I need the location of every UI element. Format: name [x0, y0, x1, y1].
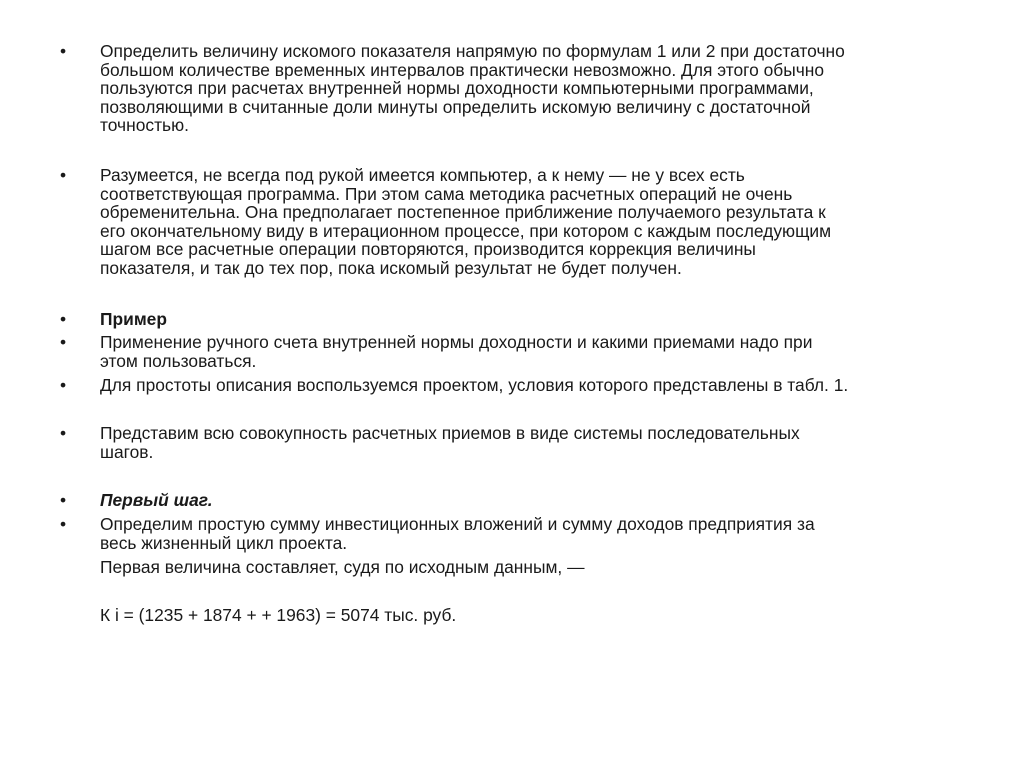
text-line: точностью.: [100, 115, 189, 136]
paragraph-text: Для простоты описания воспользуемся проектом, условия которого представлены в табл. 1.: [100, 375, 849, 395]
bullet: •: [60, 423, 67, 443]
bullet: •: [60, 490, 67, 510]
step-heading: Первый шаг.: [100, 490, 213, 510]
text-line: Применение ручного счета внутренней нормы доходности и какими приемами надо при: [100, 332, 813, 352]
text-line: показателя, и так до тех пор, пока искомый результат не будет получен.: [100, 257, 682, 278]
paragraph-text: Первая величина составляет, судя по исходным данным, —: [100, 557, 585, 577]
text-line: пользуются при расчетах внутренней нормы доходности компьютерными программами,: [100, 78, 814, 99]
text-line: этом пользоваться.: [100, 350, 257, 371]
text-line: Представим всю совокупность расчетных приемов в виде системы последовательных: [100, 423, 800, 443]
text-line: Определим простую сумму инвестиционных вложений и сумму доходов предприятия за: [100, 514, 815, 534]
text-line: Разумеется, не всегда под рукой имеется компьютер, а к нему — не у всех есть: [100, 165, 745, 185]
paragraph-text: [100, 515, 980, 552]
text-line: его окончательному виду в итерационном процессе, при котором с каждым последующим: [100, 220, 832, 241]
text-line: обременительна. Она предполагает постепенное приближение получаемого результата к: [100, 202, 826, 223]
text-line: соответствующая программа. При этом сама методика расчетных операций не очень: [100, 183, 793, 204]
paragraph-text: [100, 333, 980, 370]
bullet: •: [60, 309, 67, 329]
bullet: •: [60, 165, 67, 185]
bullet: •: [60, 41, 67, 61]
text-line: позволяющими в считанные доли минуты определить искомую величину с достаточной: [100, 96, 811, 117]
bullet: •: [60, 514, 67, 534]
example-heading: Пример: [100, 309, 167, 329]
paragraph-text: [100, 424, 980, 461]
paragraph-text: [100, 166, 980, 278]
text-line: шагов.: [100, 441, 154, 462]
paragraph-text: [100, 42, 980, 135]
text-line: шагом все расчетные операции повторяются, производится коррекция величины: [100, 239, 756, 260]
text-line: Определить величину искомого показателя напрямую по формулам 1 или 2 при достаточно: [100, 41, 845, 61]
bullet: •: [60, 375, 67, 395]
text-line: весь жизненный цикл проекта.: [100, 532, 348, 553]
formula-text: К i = (1235 + 1874 + + 1963) = 5074 тыс. руб.: [100, 605, 457, 625]
text-line: большом количестве временных интервалов практически невозможно. Для этого обычно: [100, 59, 825, 80]
bullet: •: [60, 332, 67, 352]
